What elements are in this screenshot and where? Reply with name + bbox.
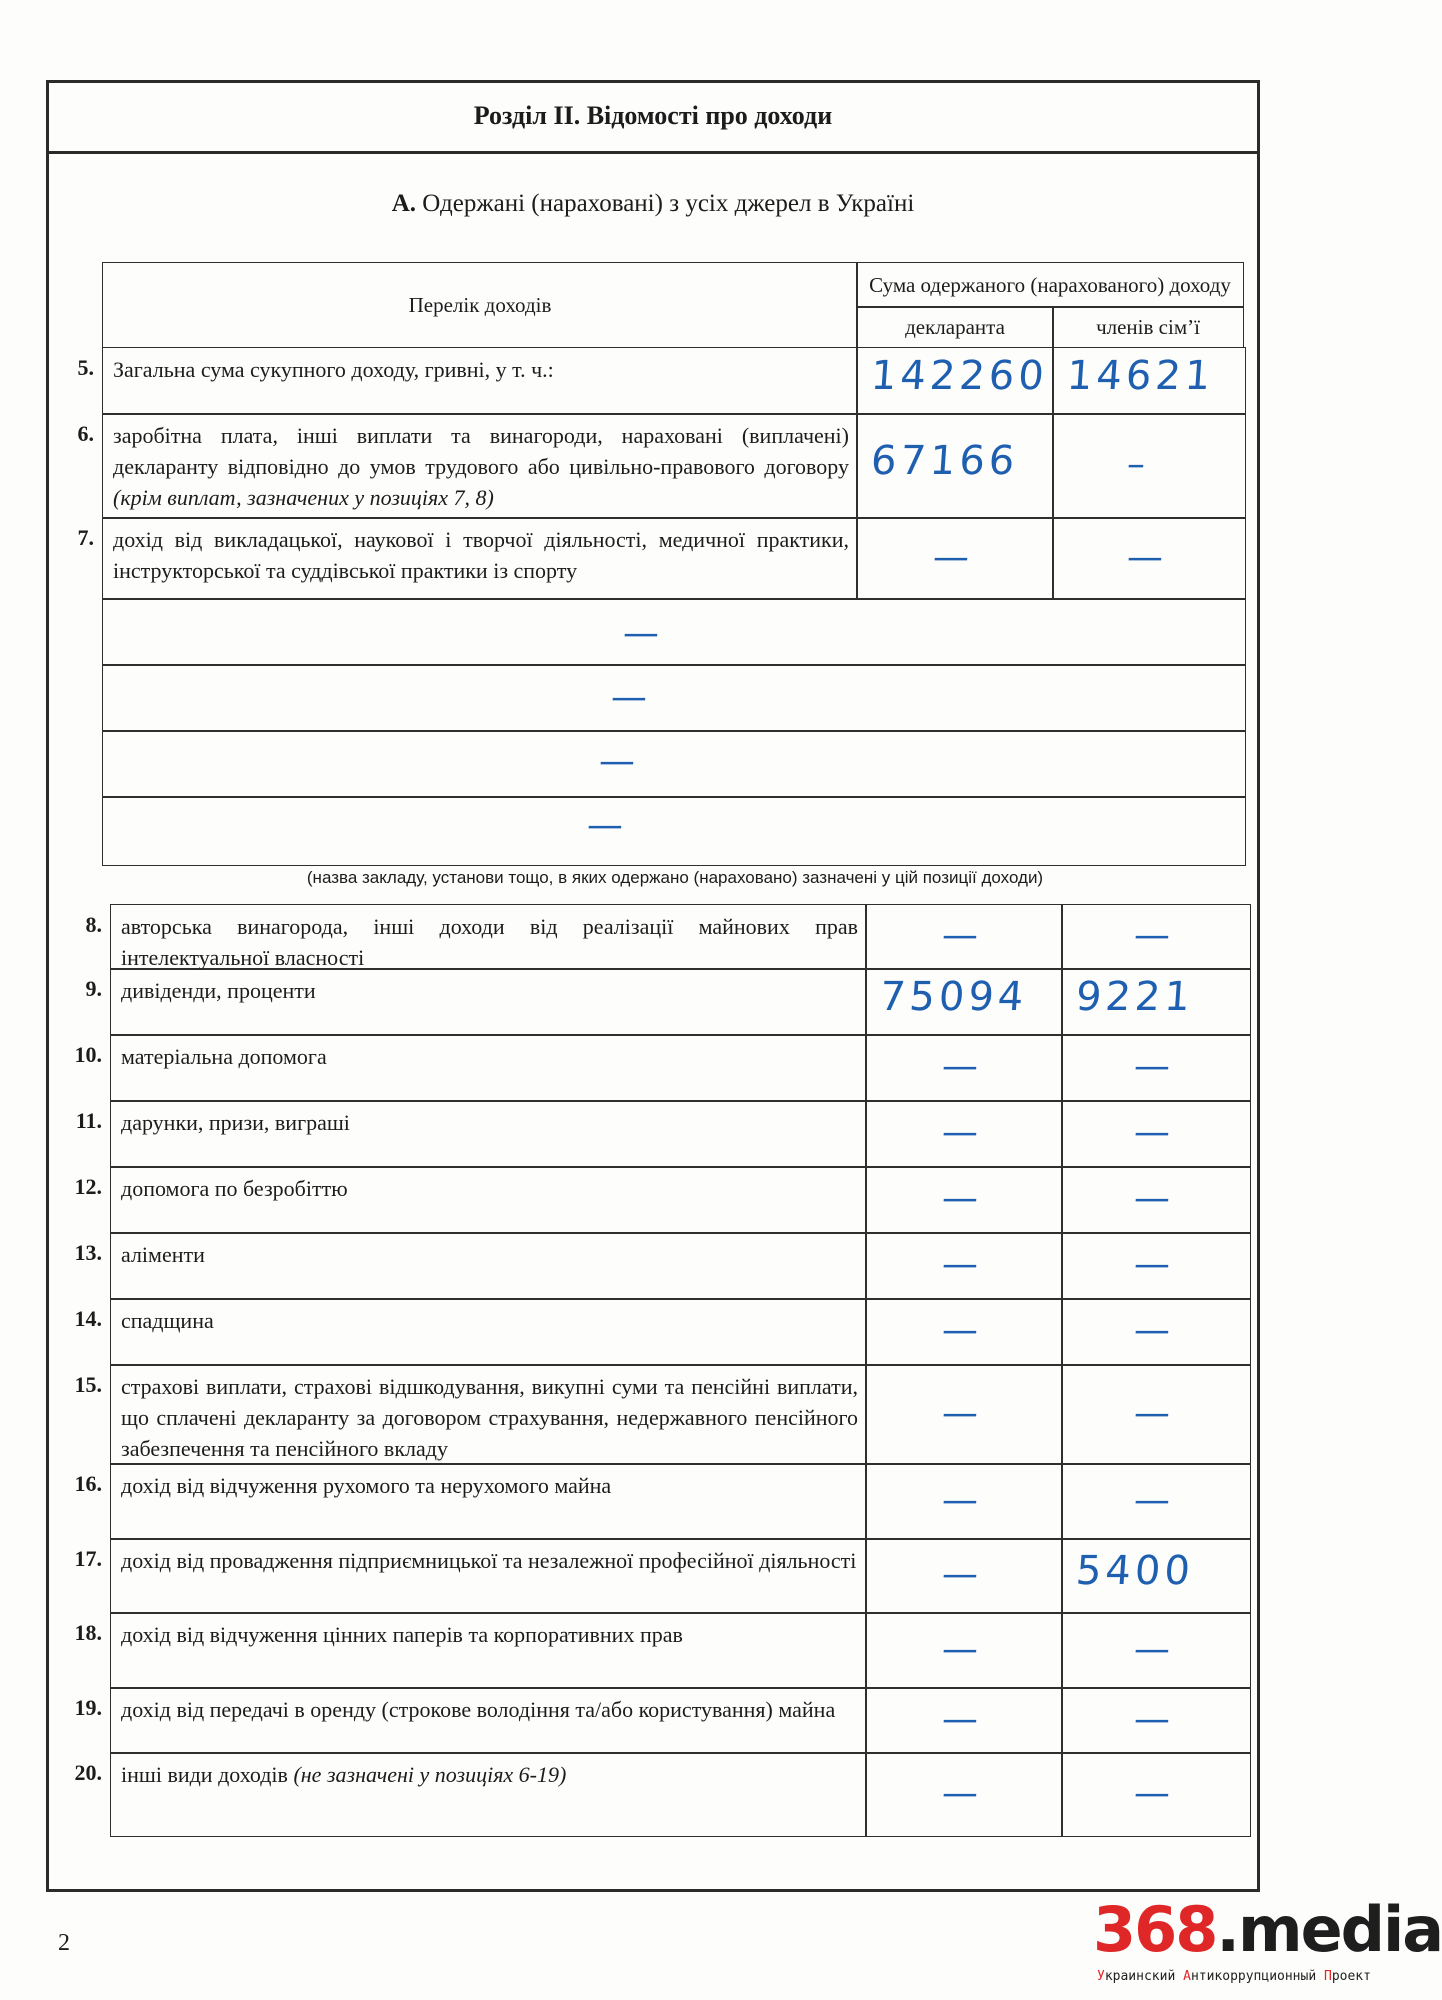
income-description: заробітна плата, інші виплати та винагороди, нараховані (виплачені) декларанту відповідно до умов трудового або цивільно-правового договору <box>113 423 849 479</box>
page-number: 2 <box>58 1930 70 1956</box>
row-number: 18. <box>74 1620 102 1645</box>
income-description-cell <box>110 1687 867 1754</box>
income-description: дохід від відчуження рухомого та нерухомого майна <box>121 1473 612 1498</box>
family-amount-value: — <box>1132 1112 1172 1153</box>
income-description-cell <box>102 517 858 600</box>
declarant-amount-cell[interactable] <box>865 1166 1063 1234</box>
declarant-amount-cell[interactable] <box>865 1364 1063 1465</box>
family-amount-cell[interactable] <box>1052 347 1246 415</box>
family-amount-value: — <box>1132 1479 1172 1521</box>
declarant-amount-value: — <box>940 1698 980 1740</box>
family-amount-cell[interactable] <box>1061 1232 1251 1300</box>
row-number: 20. <box>74 1760 102 1785</box>
row-number: 8. <box>85 912 102 937</box>
header-amount-label: Сума одержаного (нарахованого) доходу <box>869 272 1231 297</box>
family-amount-value: — <box>1132 1698 1172 1740</box>
subsection-letter: А. <box>391 190 417 217</box>
declarant-amount-cell[interactable] <box>856 413 1054 519</box>
income-description: авторська винагорода, інші доходи від реалізації майнових прав інтелектуальної власності <box>121 914 858 970</box>
family-amount-cell[interactable] <box>1061 1687 1251 1754</box>
income-description: спадщина <box>121 1308 214 1333</box>
declarant-amount-cell[interactable] <box>865 1687 1063 1754</box>
institution-name-cell[interactable] <box>102 664 1246 732</box>
declarant-amount-cell[interactable] <box>865 1100 1063 1168</box>
declarant-amount-cell[interactable] <box>865 1612 1063 1689</box>
watermark-logo <box>1085 1893 1442 1995</box>
declarant-amount-value: — <box>940 1178 980 1219</box>
declarant-amount-cell[interactable] <box>865 968 1063 1036</box>
income-description-cell <box>110 1100 867 1168</box>
income-description-cell <box>110 1034 867 1102</box>
family-amount-cell[interactable] <box>1061 1034 1251 1102</box>
row-number: 13. <box>74 1240 102 1265</box>
row-number: 9. <box>85 976 102 1001</box>
header-list-cell <box>102 262 858 348</box>
income-description-cell <box>110 904 867 970</box>
income-description: інші види доходів <box>121 1762 294 1787</box>
logo-tagline-part: нтикоррупционный <box>1190 1969 1324 1984</box>
institution-name-value: — <box>609 677 649 718</box>
row-number: 17. <box>74 1546 102 1571</box>
subsection-title <box>46 190 1260 218</box>
declarant-amount-cell[interactable] <box>865 1538 1063 1614</box>
income-description: Загальна сума сукупного доходу, гривні, у т. ч.: <box>113 357 554 382</box>
declarant-amount-cell[interactable] <box>856 347 1054 415</box>
institution-caption: (назва закладу, установи тощо, в яких одержано (нараховано) зазначені у цій позиції доходи) <box>306 868 1044 887</box>
declarant-amount-value: — <box>940 1244 980 1285</box>
income-description: дохід від викладацької, наукової і творчої діяльності, медичної практики, інструкторської та суддівської практики із спорту <box>113 527 849 583</box>
income-description: дивіденди, проценти <box>121 978 316 1003</box>
family-amount-cell[interactable] <box>1061 968 1251 1036</box>
income-description: матеріальна допомога <box>121 1044 327 1069</box>
header-list-label: Перелік доходів <box>408 292 552 317</box>
family-amount-value: — <box>1132 1178 1172 1219</box>
family-amount-value: — <box>1132 1046 1172 1087</box>
income-description-cell <box>110 1463 867 1540</box>
institution-name-cell[interactable] <box>102 796 1246 866</box>
row-number: 19. <box>74 1695 102 1720</box>
section-title-text: Розділ II. Відомості про доходи <box>473 100 833 130</box>
row-number: 16. <box>74 1471 102 1496</box>
family-amount-cell[interactable] <box>1061 1612 1251 1689</box>
declarant-amount-cell[interactable] <box>865 1298 1063 1366</box>
logo-tagline-part: краинский <box>1104 1969 1184 1984</box>
family-amount-cell[interactable] <box>1061 1364 1251 1465</box>
declarant-amount-cell[interactable] <box>856 517 1054 600</box>
declarant-amount-value: — <box>940 1628 980 1670</box>
section-title <box>46 80 1260 154</box>
family-amount-value: 5400 <box>1074 1548 1196 1594</box>
family-amount-cell[interactable] <box>1052 517 1246 600</box>
income-description: допомога по безробіттю <box>121 1176 348 1201</box>
declarant-amount-cell[interactable] <box>865 1752 1063 1837</box>
logo-tagline-part: А <box>1183 1969 1191 1984</box>
institution-name-cell[interactable] <box>102 598 1246 666</box>
declarant-amount-cell[interactable] <box>865 904 1063 970</box>
institution-name-value: — <box>621 613 661 654</box>
institution-name-value: — <box>585 805 625 846</box>
logo-wordmark <box>1093 1895 1442 1965</box>
logo-tagline-part: роект <box>1331 1969 1371 1984</box>
declarant-amount-cell[interactable] <box>865 1463 1063 1540</box>
declarant-amount-value: — <box>940 1310 980 1351</box>
family-amount-value: — <box>1132 915 1172 956</box>
row-number: 10. <box>74 1042 102 1067</box>
income-description-cell <box>110 1538 867 1614</box>
row-number: 12. <box>74 1174 102 1199</box>
row-number: 11. <box>75 1108 102 1133</box>
income-description: дарунки, призи, виграші <box>121 1110 350 1135</box>
logo-tagline-part: П <box>1324 1969 1332 1984</box>
income-description: дохід від провадження підприємницької та незалежної професійної діяльності <box>121 1548 857 1573</box>
family-amount-value: 14621 <box>1065 353 1216 399</box>
income-description-cell <box>110 1298 867 1366</box>
family-amount-cell[interactable] <box>1061 1752 1251 1837</box>
row-number: 5. <box>77 355 94 380</box>
family-amount-cell[interactable] <box>1061 1100 1251 1168</box>
income-description: дохід від передачі в оренду (строкове володіння та/або користування) майна <box>121 1697 836 1722</box>
income-description-cell <box>110 968 867 1036</box>
income-description-cell <box>110 1364 867 1465</box>
row-number: 14. <box>74 1306 102 1331</box>
declarant-amount-value: — <box>940 1046 980 1087</box>
income-description-cell <box>110 1612 867 1689</box>
income-description: страхові виплати, страхові відшкодування, викупні суми та пенсійні виплати, що сплачені декларанту за договором страхування, недержавного пенсійного забезпечення та пенсійного вкладу <box>121 1374 858 1461</box>
family-amount-cell[interactable] <box>1061 1463 1251 1540</box>
family-amount-cell[interactable] <box>1061 1166 1251 1234</box>
family-amount-cell[interactable] <box>1061 1538 1251 1614</box>
header-family-label: членів сім’ї <box>1096 314 1200 339</box>
family-amount-value: – <box>1125 444 1147 485</box>
family-amount-value: — <box>1125 536 1165 578</box>
family-amount-cell[interactable] <box>1061 904 1251 970</box>
row-number: 7. <box>77 525 94 550</box>
declarant-amount-value: — <box>940 1554 980 1595</box>
family-amount-value: — <box>1132 1772 1172 1814</box>
income-description-note: (крім виплат, зазначених у позиціях 7, 8) <box>113 485 494 510</box>
row-number: 15. <box>74 1372 102 1397</box>
row-number: 6. <box>77 421 94 446</box>
income-description: дохід від відчуження цінних паперів та корпоративних прав <box>121 1622 683 1647</box>
institution-name-value: — <box>597 741 637 782</box>
declarant-amount-value: — <box>931 536 971 578</box>
header-family-cell <box>1052 306 1244 348</box>
institution-name-cell[interactable] <box>102 730 1246 798</box>
income-description-cell <box>110 1752 867 1837</box>
income-description-cell <box>102 413 858 519</box>
declarant-amount-value: — <box>940 1479 980 1521</box>
income-description-cell <box>102 347 858 415</box>
header-declarant-label: декларанта <box>905 314 1005 339</box>
declarant-amount-cell[interactable] <box>865 1232 1063 1300</box>
income-description: аліменти <box>121 1242 205 1267</box>
family-amount-value: — <box>1132 1392 1172 1434</box>
logo-domain: .media <box>1216 1893 1442 1966</box>
declarant-amount-value: — <box>940 1392 980 1434</box>
family-amount-cell[interactable] <box>1052 413 1246 519</box>
family-amount-value: 9221 <box>1074 974 1196 1020</box>
family-amount-value: — <box>1132 1244 1172 1285</box>
declarant-amount-value: 142260 <box>869 353 1050 399</box>
declarant-amount-value: 67166 <box>869 438 1020 484</box>
family-amount-value: — <box>1132 1310 1172 1351</box>
declarant-amount-value: — <box>940 915 980 956</box>
declarant-amount-value: — <box>940 1112 980 1153</box>
income-description-note: (не зазначені у позиціях 6-19) <box>293 1762 567 1787</box>
family-amount-cell[interactable] <box>1061 1298 1251 1366</box>
declarant-amount-value: 75094 <box>878 974 1029 1020</box>
income-description-cell <box>110 1166 867 1234</box>
subsection-title-text: Одержані (нараховані) з усіх джерел в Україні <box>422 190 915 217</box>
income-description-cell <box>110 1232 867 1300</box>
family-amount-value: — <box>1132 1628 1172 1670</box>
header-declarant-cell <box>856 306 1054 348</box>
logo-number: 368 <box>1093 1893 1217 1966</box>
declarant-amount-cell[interactable] <box>865 1034 1063 1102</box>
header-amount-cell <box>856 262 1244 308</box>
declarant-amount-value: — <box>940 1772 980 1814</box>
logo-tagline <box>1097 1969 1371 1984</box>
logo-tagline-part: У <box>1097 1969 1105 1984</box>
